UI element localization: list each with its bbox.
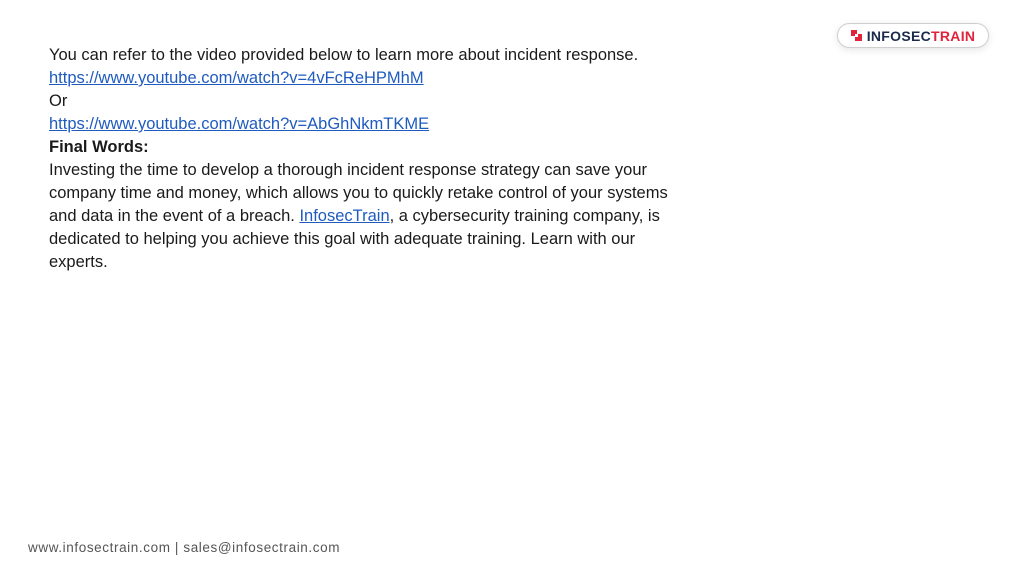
- final-words-paragraph: [49, 159, 669, 274]
- brand-logo: [837, 23, 989, 48]
- intro-text: You can refer to the video provided below to learn more about incident response.: [49, 46, 639, 64]
- logo-text-train: TRAIN: [931, 27, 976, 44]
- logo-text: [867, 29, 976, 43]
- slide-content: [49, 44, 669, 274]
- final-words-heading: Final Words:: [49, 138, 149, 156]
- logo-mark-icon: [851, 30, 862, 41]
- infosectrain-link[interactable]: InfosecTrain: [299, 207, 390, 225]
- paragraph-text-end: , a cybersecurity training company, is dedicated to helping you achieve this goal with adequate training. Learn with our experts.: [49, 207, 660, 271]
- footer-contact: www.infosectrain.com | sales@infosectrain.com: [28, 540, 341, 555]
- or-text: Or: [49, 92, 68, 110]
- paragraph-text-start: Investing the time to develop a thorough incident response strategy can save your company time and money, which allows you to quickly retake control of your systems and data in the event of a breach.: [49, 161, 668, 225]
- video-link-2[interactable]: https://www.youtube.com/watch?v=AbGhNkmTKME: [49, 115, 430, 133]
- video-link-1[interactable]: https://www.youtube.com/watch?v=4vFcReHPMhM: [49, 69, 424, 87]
- logo-text-infosec: INFOSEC: [866, 27, 932, 44]
